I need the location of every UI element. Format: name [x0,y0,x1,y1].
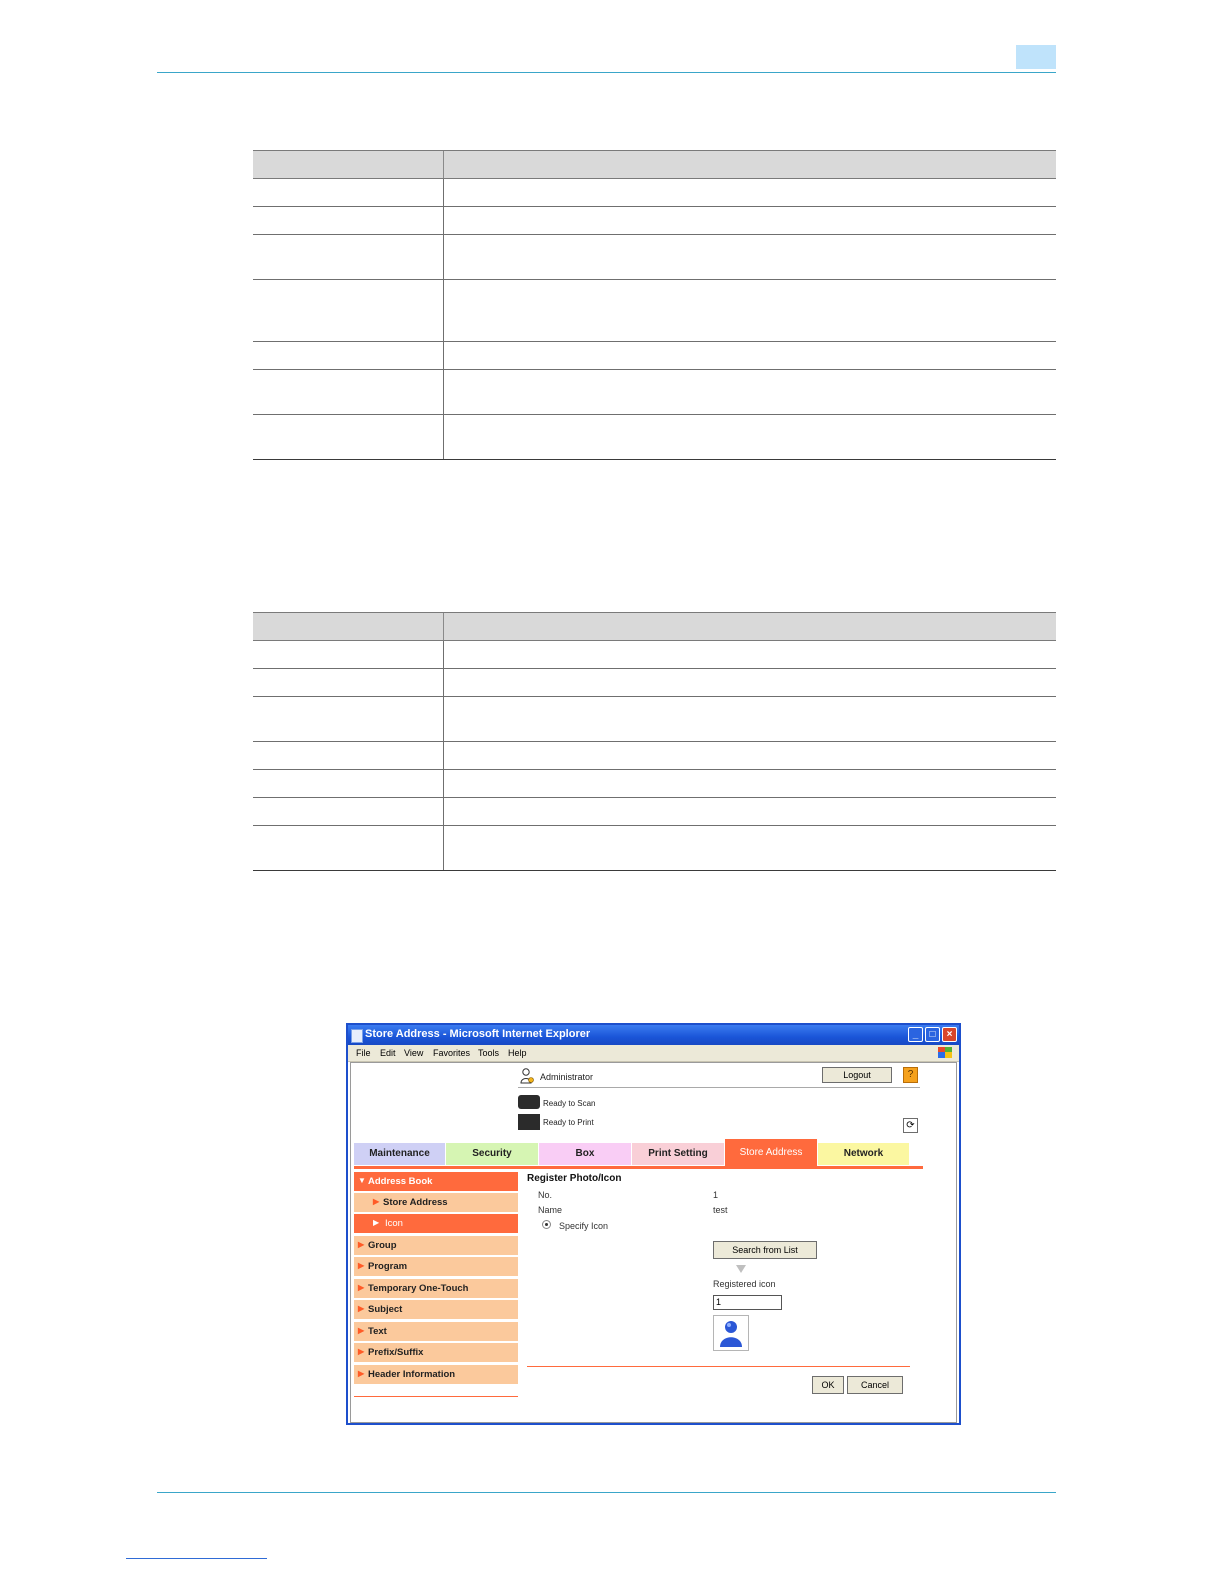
tab-box[interactable]: Box [539,1143,631,1165]
sidebar-divider [354,1396,518,1397]
sidebar-item-subject[interactable] [354,1300,518,1320]
triangle-right-icon: ▶ [358,1283,365,1292]
tab-security[interactable]: Security [446,1143,538,1165]
table-row [253,179,1056,207]
chapter-tab-box [1016,45,1056,69]
windows-logo-icon [938,1047,952,1058]
sidebar-item-label: Store Address [383,1197,448,1208]
scan-status: Ready to Scan [543,1099,596,1108]
sidebar-item-label: Prefix/Suffix [368,1347,424,1358]
form-divider [527,1366,910,1367]
ok-button[interactable]: OK [812,1376,844,1394]
tab-maintenance[interactable]: Maintenance [354,1143,445,1165]
minimize-button[interactable]: _ [908,1027,923,1042]
triangle-right-icon: ▶ [358,1369,365,1378]
form-title: Register Photo/Icon [527,1173,622,1184]
triangle-right-icon: ▶ [373,1197,380,1206]
triangle-right-icon: ▶ [358,1240,365,1249]
settings-table-1 [253,150,1056,460]
table-row [253,370,1056,415]
sidebar-item-store-address[interactable] [354,1193,518,1213]
specify-icon-radio[interactable] [542,1220,551,1229]
table-row [253,669,1056,697]
sidebar-item-label: Group [368,1240,397,1251]
triangle-right-icon: ▶ [358,1347,365,1356]
no-label: No. [538,1190,553,1200]
sidebar-item-label: Header Information [368,1369,456,1380]
header-divider [518,1087,920,1088]
maximize-button[interactable]: □ [925,1027,940,1042]
settings-table-2 [253,612,1056,871]
table-row [253,235,1056,280]
menu-file[interactable]: File [356,1048,371,1058]
triangle-right-icon: ▶ [358,1261,365,1270]
printer-icon [518,1114,540,1130]
scanner-icon [518,1095,540,1109]
sidebar-item-address-book[interactable] [354,1172,518,1192]
table-row [253,207,1056,235]
table-row [253,798,1056,826]
table-row [253,415,1056,460]
help-button[interactable]: ? [903,1067,918,1083]
table-row [253,770,1056,798]
person-icon [713,1315,749,1351]
main-tabs [354,1139,923,1163]
sidebar-item-label: Temporary One-Touch [368,1283,469,1294]
footer-link-underline [126,1558,267,1559]
menu-tools[interactable]: Tools [478,1048,500,1058]
sidebar-item-label: Program [368,1261,408,1272]
sidebar-item-label: Subject [368,1304,403,1315]
footer-rule [157,1492,1056,1493]
tab-print-setting[interactable]: Print Setting [632,1143,724,1165]
window-title: Store Address - Microsoft Internet Explorer [365,1028,591,1040]
sidebar-item-icon[interactable] [354,1214,518,1234]
sidebar-item-program[interactable] [354,1257,518,1277]
table-row [253,280,1056,342]
triangle-right-icon: ▶ [358,1326,365,1335]
sidebar-item-label: Text [368,1326,387,1337]
name-value: test [713,1205,728,1215]
cancel-button[interactable]: Cancel [847,1376,903,1394]
sidebar-item-prefix-suffix[interactable] [354,1343,518,1363]
menu-edit[interactable]: Edit [380,1048,396,1058]
search-from-list-button[interactable]: Search from List [713,1241,817,1259]
close-button[interactable]: × [942,1027,957,1042]
administrator-icon [520,1068,534,1084]
table-row [253,641,1056,669]
no-value: 1 [713,1190,719,1200]
sidebar-item-header-information[interactable] [354,1365,518,1385]
triangle-right-icon: ▶ [373,1218,380,1227]
logout-button[interactable]: Logout [822,1067,892,1083]
browser-window [346,1023,961,1425]
sidebar-item-temporary-one-touch[interactable] [354,1279,518,1299]
register-icon-form [527,1173,910,1423]
tab-store-address[interactable]: Store Address [725,1139,817,1166]
triangle-right-icon: ▶ [358,1304,365,1313]
user-name: Administrator [540,1072,594,1082]
triangle-down-icon: ▼ [358,1176,366,1185]
specify-icon-label: Specify Icon [559,1221,609,1231]
ie-app-icon [351,1029,363,1043]
page-content [350,1062,957,1423]
sidebar-item-label: Icon [385,1218,403,1229]
menu-help[interactable]: Help [508,1048,527,1058]
sidebar-item-group[interactable] [354,1236,518,1256]
table-header [253,612,1056,641]
tab-network[interactable]: Network [818,1143,909,1165]
menu-bar [348,1045,959,1062]
table-header [253,150,1056,179]
sidebar-item-text[interactable] [354,1322,518,1342]
print-status: Ready to Print [543,1118,594,1127]
registered-icon-input[interactable]: 1 [713,1295,782,1310]
name-label: Name [538,1205,563,1215]
table-row [253,742,1056,770]
window-titlebar[interactable] [348,1025,959,1045]
header-rule [157,72,1056,73]
table-row [253,697,1056,742]
table-row [253,826,1056,871]
table-row [253,342,1056,370]
refresh-button[interactable]: ⟳ [903,1118,918,1133]
registered-icon-label: Registered icon [713,1279,776,1289]
arrow-down-icon [736,1265,746,1273]
menu-view[interactable]: View [404,1048,424,1058]
menu-favorites[interactable]: Favorites [433,1048,471,1058]
sidebar-item-label: Address Book [368,1176,433,1187]
tab-underline [354,1166,923,1169]
